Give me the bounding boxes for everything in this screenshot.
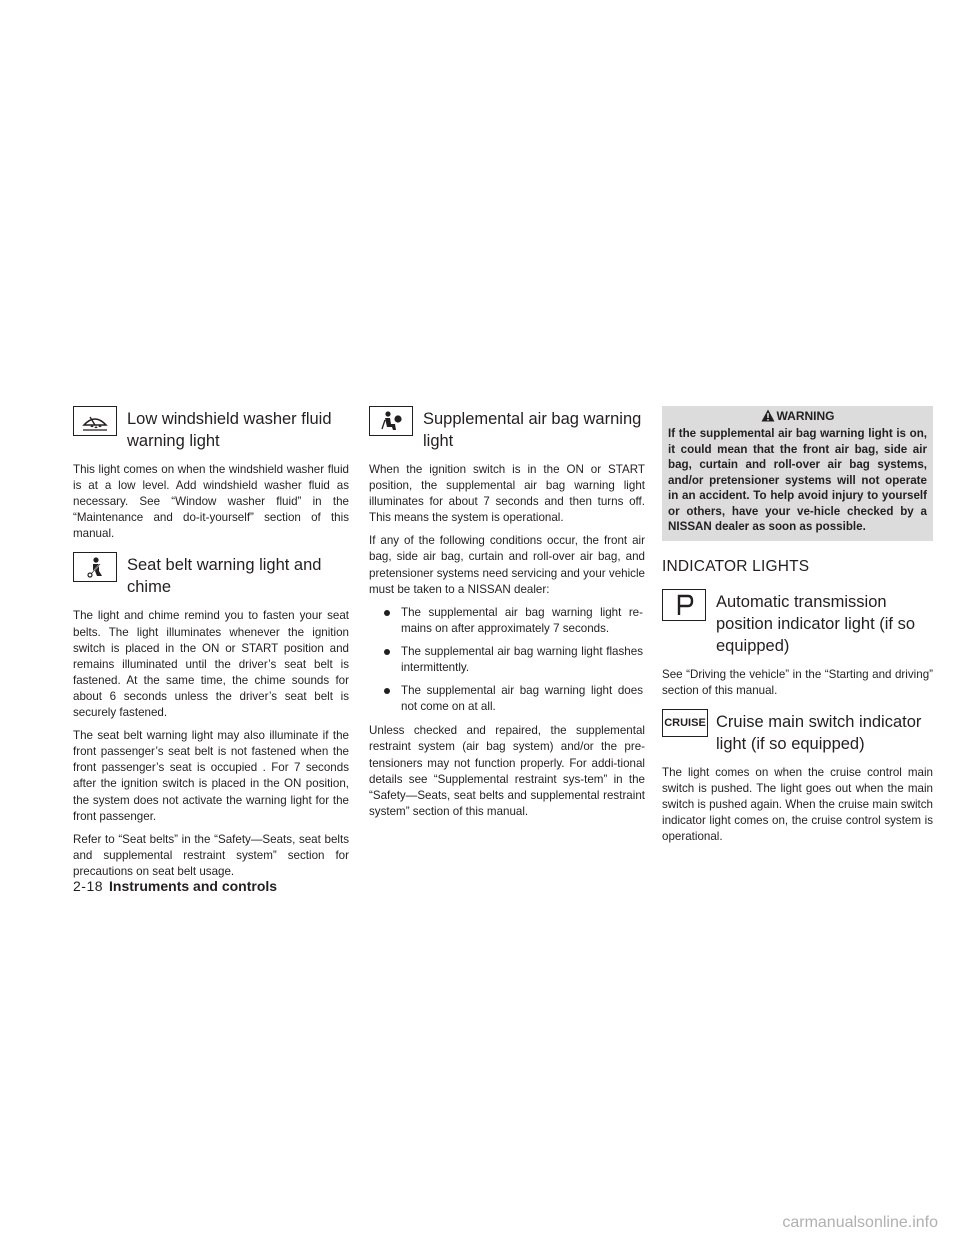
- cruise-icon: [662, 709, 708, 737]
- warning-text: If the supplemental air bag warning light is on, it could mean that the front air bag, side air bag, curtain and roll-over air bag systems, and/or pretensioner systems will not operate in an accident. To help avoid injury to yourself or others, have your ve-hicle checked by a NISSAN dealer as soon as possible.: [668, 427, 927, 533]
- list-item: [369, 644, 645, 676]
- transmission-text: See “Driving the vehicle” in the “Starting and driving” section of this manual.: [662, 667, 933, 697]
- cruise-text: The light comes on when the cruise control main switch is pushed. The light goes out when the main switch is pushed again. When the cruise main switch indicator light comes on, the cruise control system is operational.: [662, 765, 933, 844]
- washer-fluid-title: Low windshield washer fluid warning light: [127, 410, 332, 450]
- air-bag-paragraph-2: If any of the following conditions occur, the front air bag, side air bag, curtain and roll-over air bag, and pretensioner systems need servicing and your vehicle must be taken to a NISSAN dealer:: [369, 534, 645, 596]
- air-bag-paragraph-3: Unless checked and repaired, the supplemental restraint system (air bag system) and/or the pre-tensioners may not function properly. For addi-tional details see “Supplemental restraint sys-tem” in the “Safety—Seats, seat belts and supplemental restraint system” section of this manual.: [369, 724, 645, 818]
- indicator-lights-title: INDICATOR LIGHTS: [662, 557, 810, 575]
- page-number: 2-18: [73, 878, 104, 894]
- air-bag-paragraph-1: When the ignition switch is in the ON or START position, the supplemental air bag warning light illuminates for about 7 seconds and then turns off. This means the system is operational.: [369, 463, 645, 525]
- page-footer: [73, 876, 277, 896]
- column-left: [73, 406, 349, 887]
- warning-label: WARNING: [776, 409, 835, 423]
- park-p-icon: [662, 589, 706, 621]
- list-item: [369, 683, 645, 715]
- air-bag-conditions-list: [369, 605, 645, 716]
- seat-belt-paragraph-3: Refer to “Seat belts” in the “Safety—Seats, seat belts and supplemental restraint system” section for precautions on seat belt usage.: [73, 832, 349, 878]
- transmission-heading: [662, 589, 933, 657]
- column-right: [662, 406, 933, 852]
- seat-belt-title: Seat belt warning light and chime: [127, 556, 322, 597]
- bullet-icon: [384, 688, 390, 694]
- cruise-heading: [662, 709, 933, 755]
- bullet-icon: [384, 610, 390, 616]
- cruise-title: Cruise main switch indicator light (if so equipped): [716, 712, 922, 753]
- list-item-text: The supplemental air bag warning light flashes intermittently.: [401, 644, 643, 675]
- washer-fluid-heading: [73, 406, 349, 452]
- watermark: carmanualsonline.info: [782, 1214, 938, 1231]
- air-bag-icon: [369, 406, 413, 436]
- seat-belt-paragraph-1: The light and chime remind you to fasten your seat belts. The light illuminates whenever the ignition switch is placed in the ON or START position and remains illuminated until the driver’s seat belt is fastened. At the same time, the chime sounds for about 6 seconds unless the driver’s seat belt is securely fastened.: [73, 609, 349, 720]
- cruise-icon-label: CRUISE: [664, 716, 706, 729]
- warning-box: [662, 406, 933, 541]
- seat-belt-icon: [73, 552, 117, 582]
- list-item-text: The supplemental air bag warning light re-mains on after approximately 7 seconds.: [401, 605, 643, 635]
- air-bag-title: Supplemental air bag warning light: [423, 410, 642, 450]
- seat-belt-heading: [73, 552, 349, 598]
- air-bag-heading: [369, 406, 645, 452]
- seat-belt-paragraph-2: The seat belt warning light may also illuminate if the front passenger’s seat belt is not fastened when the front passenger’s seat is occupied . For 7 seconds after the ignition switch is placed in the ON position, the system does not activate the warning light for the front passenger.: [73, 729, 349, 823]
- bullet-icon: [384, 649, 390, 655]
- windshield-washer-icon: [73, 406, 117, 436]
- warning-triangle-icon: [761, 409, 775, 422]
- warning-heading: [668, 406, 927, 426]
- column-middle: [369, 406, 645, 827]
- list-item: [369, 605, 645, 637]
- footer-section-title: Instruments and controls: [109, 878, 278, 894]
- transmission-title: Automatic transmission position indicator light (if so equipped): [716, 592, 916, 655]
- list-item-text: The supplemental air bag warning light does not come on at all.: [401, 684, 643, 714]
- washer-fluid-text: This light comes on when the windshield washer fluid is at a low level. Add windshield washer fluid as necessary. See “Window washer fluid” in the “Maintenance and do-it-yourself” section of this manual.: [73, 463, 349, 541]
